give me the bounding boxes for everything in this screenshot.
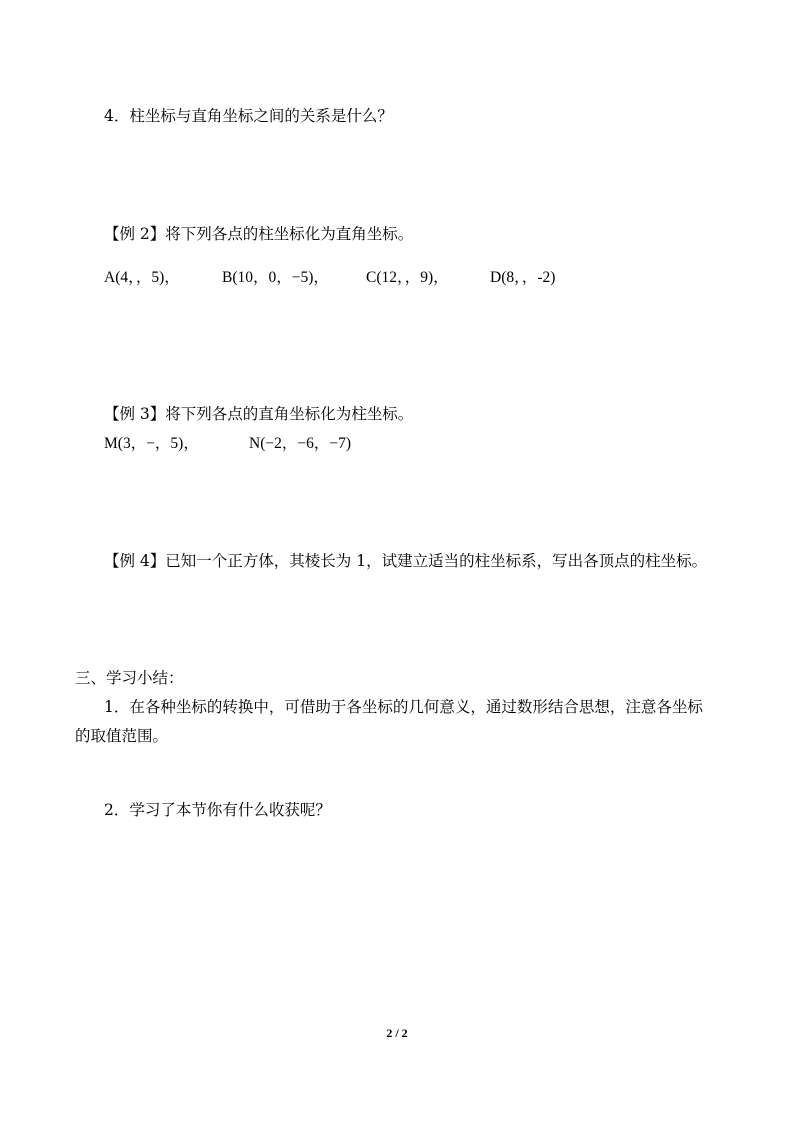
example-4-title: 【例 4】已知一个正方体，其棱长为 1，试建立适当的柱坐标系，写出各顶点的柱坐标。	[104, 552, 708, 570]
example-3-title: 【例 3】将下列各点的直角坐标化为柱坐标。	[104, 405, 414, 423]
summary-item-1-continued: 的取值范围。	[75, 727, 169, 745]
point-n: N(−2，−6，−7)	[249, 435, 351, 452]
point-b: B(10，0，−5)，	[222, 269, 329, 286]
point-d: D(8，，-2)	[490, 269, 556, 286]
point-c: C(12，，9)，	[366, 269, 449, 286]
summary-heading: 三、学习小结：	[75, 669, 184, 687]
summary-item-1: 1．在各种坐标的转换中，可借助于各坐标的几何意义，通过数形结合思想，注意各坐标	[104, 698, 703, 716]
point-a: A(4，，5)，	[104, 269, 180, 286]
point-m: M(3，−，5)，	[104, 435, 199, 452]
example-2-title: 【例 2】将下列各点的柱坐标化为直角坐标。	[104, 225, 414, 243]
page-number: 2 / 2	[386, 1026, 408, 1040]
summary-item-2: 2．学习了本节你有什么收获呢？	[104, 801, 331, 819]
example-2-points	[104, 268, 664, 288]
question-4: 4．柱坐标与直角坐标之间的关系是什么？	[104, 107, 393, 125]
example-3-points	[104, 434, 464, 454]
